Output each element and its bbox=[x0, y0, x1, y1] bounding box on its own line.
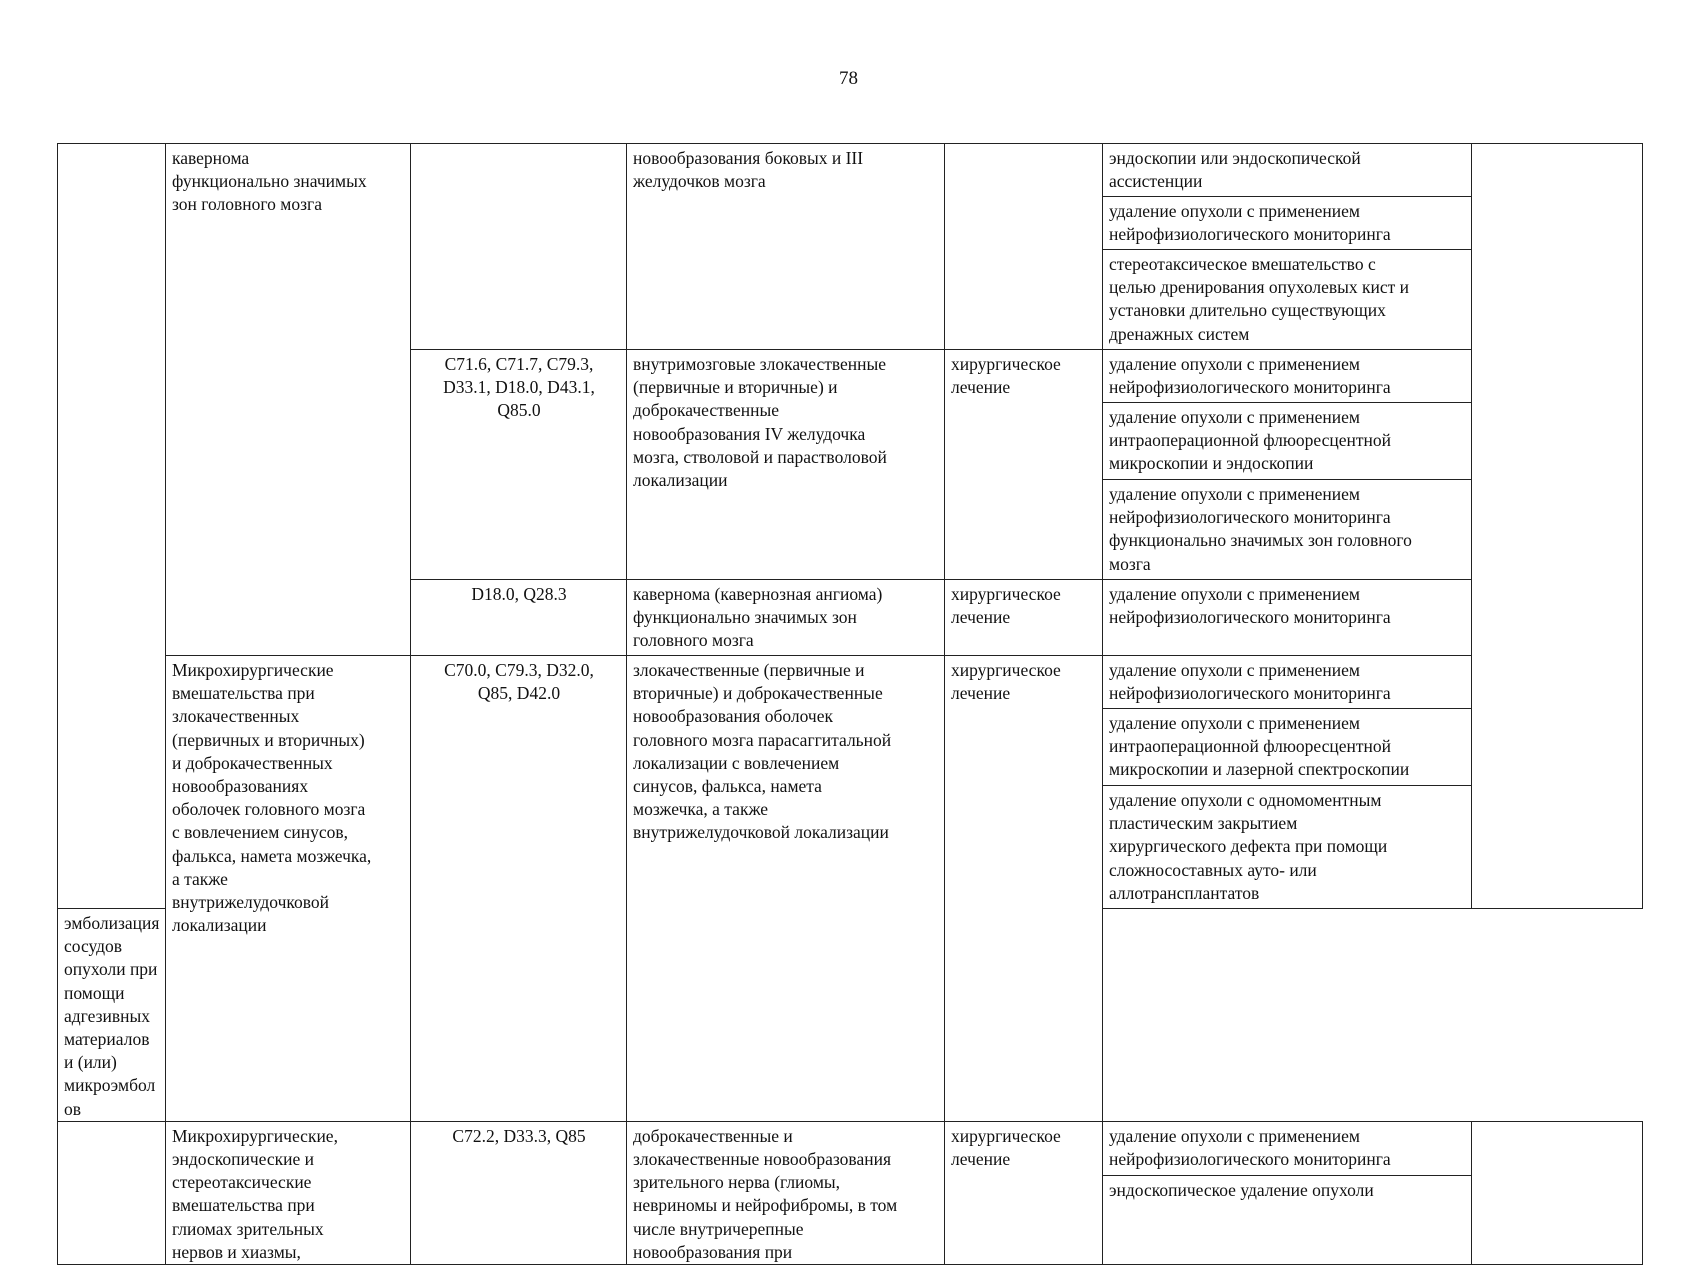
treatment-method-cell: стереотаксическое вмешательство с целью дренирования опухолевых кист и установки длительно существующих дренажных систем bbox=[1103, 250, 1472, 350]
treatment-method-cell: удаление опухоли с применением нейрофизиологического мониторинга bbox=[1103, 656, 1472, 709]
treatment-type-cell bbox=[945, 144, 1103, 350]
procedures-table bbox=[57, 143, 1643, 1265]
treatment-type-cell: хирургическое лечение bbox=[945, 580, 1103, 656]
number-cell bbox=[58, 1121, 166, 1264]
cost-cell bbox=[1472, 1121, 1643, 1264]
patient-model-cell: кавернома (кавернозная ангиома) функционально значимых зон головного мозга bbox=[627, 580, 945, 656]
treatment-method-cell: удаление опухоли с применением нейрофизиологического мониторинга bbox=[1103, 197, 1472, 250]
page-number: 78 bbox=[839, 68, 858, 89]
patient-model-cell: новообразования боковых и III желудочков мозга bbox=[627, 144, 945, 350]
treatment-type-cell: хирургическое лечение bbox=[945, 350, 1103, 580]
treatment-method-cell: удаление опухоли с применением нейрофизиологического мониторинга bbox=[1103, 350, 1472, 403]
procedure-group-cell: кавернома функционально значимых зон головного мозга bbox=[166, 144, 411, 656]
procedure-group-cell: Микрохирургические, эндоскопические и стереотаксические вмешательства при глиомах зрительных нервов и хиазмы, bbox=[166, 1121, 411, 1264]
treatment-type-cell: хирургическое лечение bbox=[945, 1121, 1103, 1264]
icd-code-cell: C72.2, D33.3, Q85 bbox=[411, 1121, 627, 1264]
treatment-method-cell: эндоскопическое удаление опухоли bbox=[1103, 1175, 1472, 1264]
treatment-method-cell: удаление опухоли с применением интраоперационной флюоресцентной микроскопии и эндоскопии bbox=[1103, 403, 1472, 480]
treatment-method-cell: удаление опухоли с применением нейрофизиологического мониторинга bbox=[1103, 580, 1472, 656]
patient-model-cell: внутримозговые злокачественные (первичные и вторичные) и доброкачественные новообразования IV желудочка мозга, стволовой и парастволовой локализации bbox=[627, 350, 945, 580]
treatment-method-cell: эмболизация сосудов опухоли при помощи адгезивных материалов и (или) микроэмболов bbox=[58, 909, 166, 1122]
icd-code-cell: C70.0, C79.3, D32.0, Q85, D42.0 bbox=[411, 656, 627, 1122]
patient-model-cell: доброкачественные и злокачественные новообразования зрительного нерва (глиомы, невриномы и нейрофибромы, в том числе внутричерепные новообразования при bbox=[627, 1121, 945, 1264]
treatment-method-cell: удаление опухоли с одномоментным пластическим закрытием хирургического дефекта при помощи сложносоставных ауто- или аллотрансплантатов bbox=[1103, 786, 1472, 909]
icd-code-cell bbox=[411, 144, 627, 350]
cost-cell bbox=[1472, 144, 1643, 909]
treatment-type-cell: хирургическое лечение bbox=[945, 656, 1103, 1122]
patient-model-cell: злокачественные (первичные и вторичные) и доброкачественные новообразования оболочек головного мозга парасаггитальной локализации с вовлечением синусов, фалькса, намета мозжечка, а также внутрижелудочковой локализации bbox=[627, 656, 945, 1122]
treatment-method-cell: удаление опухоли с применением нейрофизиологического мониторинга bbox=[1103, 1121, 1472, 1175]
icd-code-cell: D18.0, Q28.3 bbox=[411, 580, 627, 656]
treatment-method-cell: эндоскопии или эндоскопической ассистенции bbox=[1103, 144, 1472, 197]
treatment-method-cell: удаление опухоли с применением интраоперационной флюоресцентной микроскопии и лазерной спектроскопии bbox=[1103, 709, 1472, 786]
treatment-method-cell: удаление опухоли с применением нейрофизиологического мониторинга функционально значимых зон головного мозга bbox=[1103, 480, 1472, 580]
icd-code-cell: C71.6, C71.7, C79.3, D33.1, D18.0, D43.1, Q85.0 bbox=[411, 350, 627, 580]
procedure-group-cell: Микрохирургические вмешательства при злокачественных (первичных и вторичных) и доброкачественных новообразованиях оболочек головного мозга с вовлечением синусов, фалькса, намета мозжечка, а также внутрижелудочковой локализации bbox=[166, 656, 411, 1122]
number-cell bbox=[58, 144, 166, 909]
